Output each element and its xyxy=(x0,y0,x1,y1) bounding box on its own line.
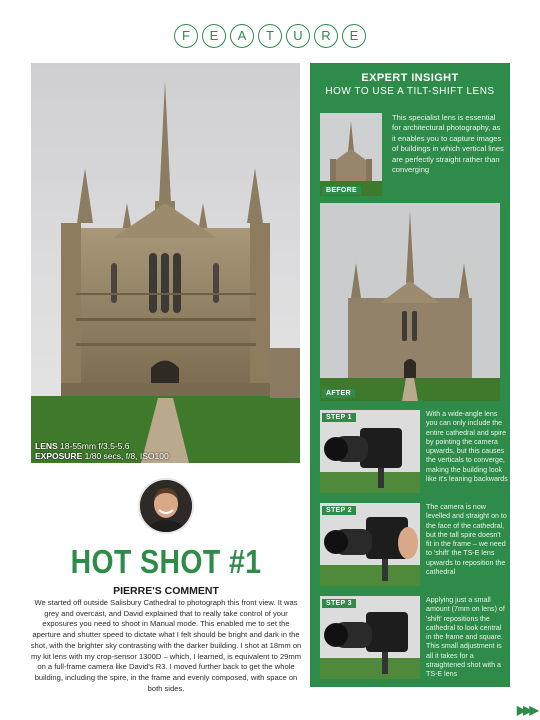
comment-body: We started off outside Salisbury Cathedral to photograph this front view. It was grey and overcast, and David explained that to really take control of your exposures you need to shoot in Manual mode. This enabled me to set the aperture and shutter speed to dictate what I felt should be bright and dark in the shot, with the brighter sky contrasting with the darker building. I shot at 18mm on my kit lens with my crop-sensor 1300D – which, I learned, is equivalent to 29mm on a full-frame camera like David's R3. I moved further back to get the whole building, including the spire, in the frame and evenly composed, with space on both sides. xyxy=(30,598,302,693)
feature-letter: E xyxy=(202,24,226,48)
step-1-tag: STEP 1 xyxy=(322,413,356,422)
cathedral-before-illustration xyxy=(320,113,382,196)
before-photo xyxy=(320,113,382,196)
after-tag: AFTER xyxy=(322,389,355,398)
feature-letter: A xyxy=(230,24,254,48)
panel-title: EXPERT INSIGHT xyxy=(361,72,459,84)
step-2-tag: STEP 2 xyxy=(322,506,356,515)
feature-letter: F xyxy=(174,24,198,48)
panel-intro: This specialist lens is essential for architectural photography, as it enables you to capture images of buildings in which vertical lines are perfectly straight rather than converging xyxy=(392,113,504,175)
feature-letter: E xyxy=(342,24,366,48)
exif-exposure-label: EXPOSURE xyxy=(35,451,83,461)
feature-header xyxy=(0,24,540,48)
author-portrait xyxy=(138,478,194,534)
feature-letter: T xyxy=(258,24,282,48)
exif-lens xyxy=(35,441,130,451)
exif-exposure xyxy=(35,451,169,461)
feature-letter: U xyxy=(286,24,310,48)
triple-chevron-right-icon[interactable]: ▶▶▶ xyxy=(517,703,536,717)
cathedral-after-illustration xyxy=(320,203,500,401)
camera-illustration xyxy=(320,596,420,679)
comment-title: PIERRE'S COMMENT xyxy=(113,585,219,597)
camera-illustration xyxy=(320,503,420,586)
cathedral-photo xyxy=(31,63,300,463)
exif-lens-value: 18-55mm f/3.5-5.6 xyxy=(60,441,130,451)
exif-lens-label: LENS xyxy=(35,441,58,451)
step-3-photo xyxy=(320,596,420,679)
before-tag: BEFORE xyxy=(322,186,361,195)
exif-exposure-value: 1/80 secs, f/8, ISO100 xyxy=(84,451,169,461)
after-photo xyxy=(320,203,500,401)
article-headline: HOT SHOT #1 xyxy=(70,543,262,580)
feature-letter: R xyxy=(314,24,338,48)
step-2-text: The camera is now levelled and straight on to the face of the cathedral, but the tall spire doesn't fit in the frame – we need to 'shift' the TS-E lens upwards to reposition the cathedral xyxy=(426,503,507,577)
camera-illustration xyxy=(320,410,420,493)
panel-subtitle: HOW TO USE A TILT-SHIFT LENS xyxy=(325,86,495,97)
step-2-photo xyxy=(320,503,420,586)
step-3-tag: STEP 3 xyxy=(322,599,356,608)
cathedral-illustration xyxy=(31,63,300,463)
person-illustration xyxy=(140,480,192,532)
step-1-photo xyxy=(320,410,420,493)
step-3-text: Applying just a small amount (7mm on lens) of 'shift' repositions the cathedral to look central in the frame and square. This small adjustment is all it takes for a straightened shot with a TS-E lens xyxy=(426,596,505,679)
step-1-text: With a wide-angle lens you can only include the entire cathedral and spire by pointing the camera upwards, but this causes the verticals to converge, making the building look like it's leaning backwards xyxy=(426,410,508,484)
